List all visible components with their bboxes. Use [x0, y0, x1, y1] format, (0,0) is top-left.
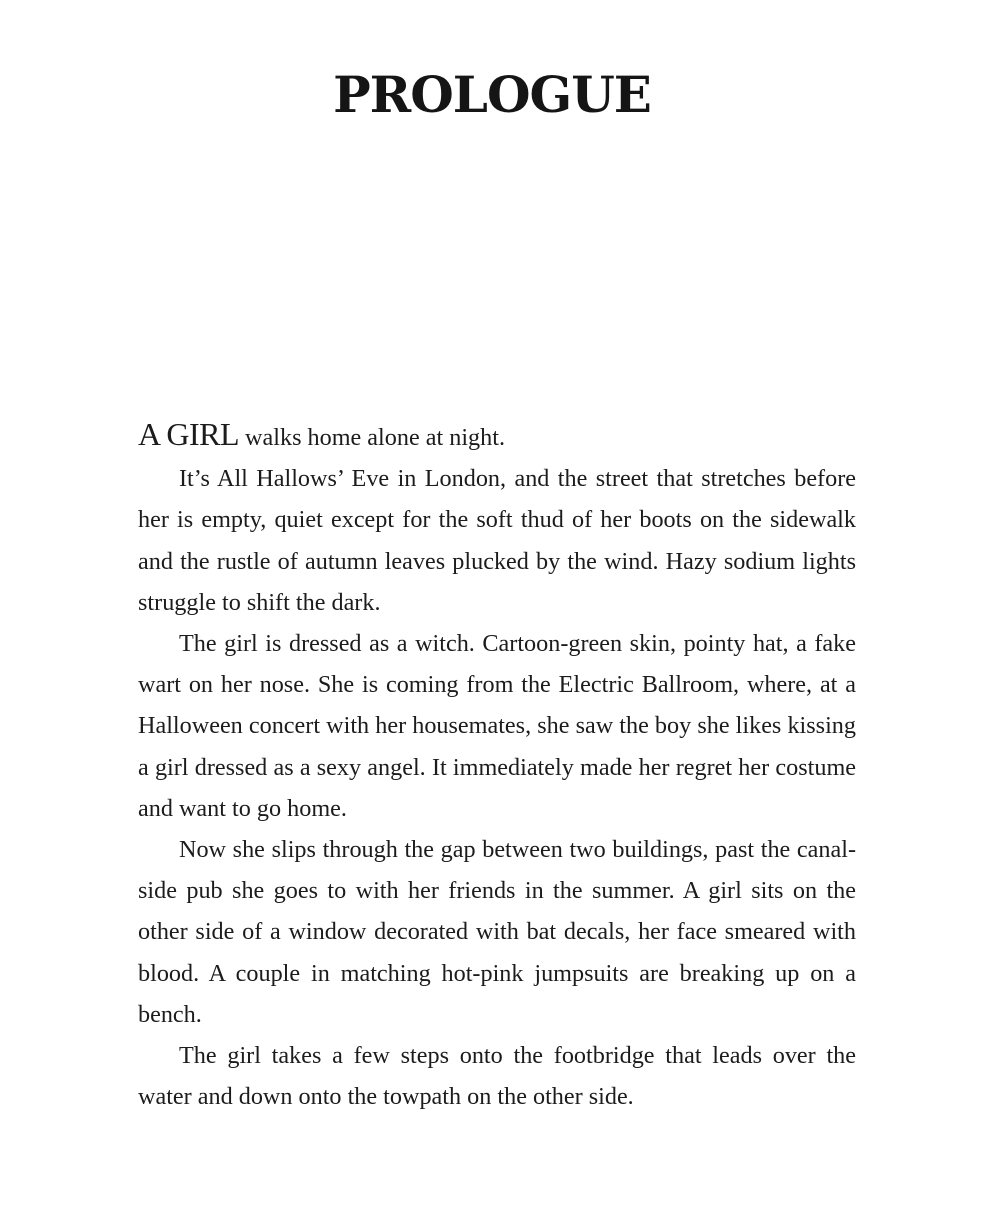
chapter-title: PROLOGUE [333, 65, 651, 124]
opening-paragraph [138, 414, 856, 458]
paragraph-4: The girl takes a few steps onto the footbridge that leads over the water and down onto the towpath on the other side. [138, 1042, 856, 1111]
opening-sentence: walks home alone at night. [239, 424, 506, 451]
paragraph-3: Now she slips through the gap between two buildings, past the canal-side pub she goes to with her friends in the summer. A girl sits on the other side of a window decorated with bat decals, her face smeared with blood. A couple in matching hot-pink jumpsuits are breaking up on a bench. [138, 836, 856, 1028]
prologue-body [138, 414, 856, 1117]
opening-small-caps: A GIRL [138, 416, 239, 452]
paragraph-1: It’s All Hallows’ Eve in London, and the street that stretches before her is empty, quiet except for the soft thud of her boots on the sidewalk and the rustle of autumn leaves plucked by the wind. Hazy sodium lights struggle to shift the dark. [138, 465, 856, 616]
paragraph-2: The girl is dressed as a witch. Cartoon-green skin, pointy hat, a fake wart on her nose. She is coming from the Electric Ballroom, where, at a Halloween concert with her housemates, she saw the boy she likes kissing a girl dressed as a sexy angel. It immediately made her regret her costume and want to go home. [138, 630, 856, 822]
